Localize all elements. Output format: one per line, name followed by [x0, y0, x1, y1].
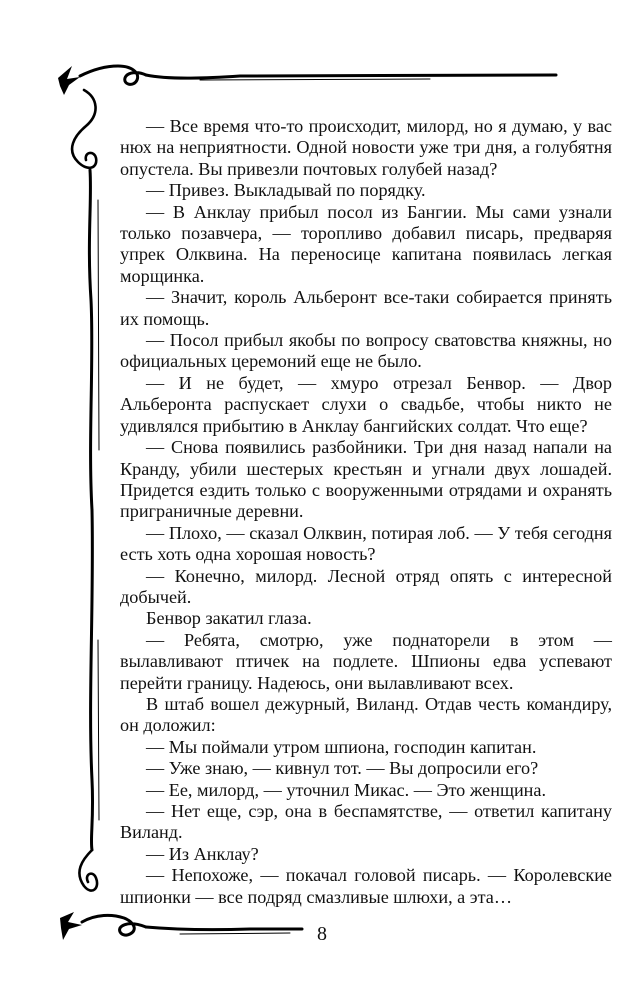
paragraph: В штаб вошел дежурный, Виланд. Отдав честь командиру, он доложил: — [120, 693, 612, 736]
paragraph: — Уже знаю, — кивнул тот. — Вы допросили его? — [146, 758, 539, 779]
paragraph: — Из Анклау? — [146, 843, 259, 864]
paragraph: — Ее, милорд, — уточнил Микас. — Это женщина. — [146, 779, 547, 800]
paragraph: — Все время что-то происходит, милорд, но я думаю, у вас нюх на неприятности. Одной новости уже три дня, а голубятня опустела. Вы привезли почтовых голубей назад? — [120, 116, 612, 179]
paragraph: — Значит, король Альберонт все-таки собирается принять их помощь. — [120, 287, 612, 329]
paragraph: — Мы поймали утром шпиона, господин капитан. — [146, 736, 537, 757]
paragraph: — Ребята, смотрю, уже поднаторели в этом — вылавливают птичек на подлете. Шпионы едва успевают перейти границу. Надеюсь, они вылавливают всех. — [120, 629, 612, 693]
page-body-text — [120, 116, 612, 908]
paragraph: — Конечно, милорд. Лесной отряд опять с интересной добычей. — [120, 565, 612, 607]
paragraph: — И не будет, — хмуро отрезал Бенвор. — Двор Альберонта распускает слухи о свадьбе, чтобы никто не удивлялся прибытию в Анклау бангийских солдат. Что еще? — [120, 372, 612, 436]
top-left-leaf-icon — [58, 66, 80, 95]
paragraph: — Нет еще, сэр, она в беспамятстве, — ответил капитану Виланд. — [120, 801, 612, 843]
left-border-ornament — [72, 90, 99, 891]
paragraph: Бенвор закатил глаза. — [146, 608, 312, 629]
paragraph: — Снова появились разбойники. Три дня назад напали на Кранду, убили шестерых крестьян и угнали двух лошадей. Придется ездить только с вооруженными отрядами и охранять приграничные деревни. — [120, 437, 612, 522]
paragraph: — В Анклау прибыл посол из Бангии. Мы сами узнали только позавчера, — торопливо добавил писарь, предваряя упрек Олквина. На переносице капитана появилась легкая морщинка. — [120, 201, 612, 286]
paragraph: — Посол прибыл якобы по вопросу сватовства княжны, но официальных церемоний еще не было. — [120, 330, 612, 372]
top-flourish-icon — [80, 66, 556, 84]
paragraph: — Непохоже, — покачал головой писарь. — Королевские шпионки — все подряд смазливые шлюхи, а эта… — [120, 865, 612, 907]
paragraph: — Привез. Выкладывай по порядку. — [146, 180, 426, 201]
page-number: 8 — [317, 923, 327, 945]
paragraph: — Плохо, — сказал Олквин, потирая лоб. — У тебя сегодня есть хоть одна хорошая новость? — [120, 522, 612, 565]
